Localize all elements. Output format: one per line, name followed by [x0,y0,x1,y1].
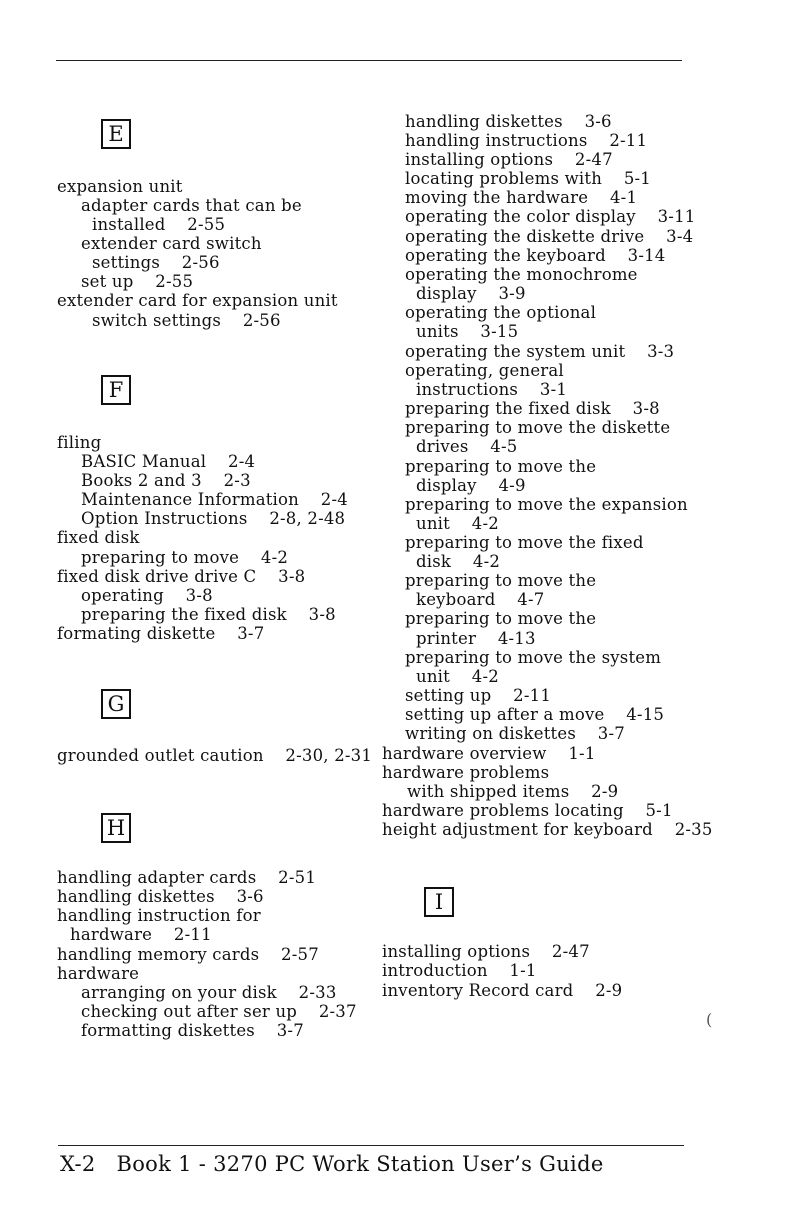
index-entry: inventory Record card 2-9 [382,981,623,1000]
index-entry: checking out after ser up 2-37 [81,1002,357,1021]
index-entry: preparing the fixed disk 3-8 [405,399,660,418]
index-entry: Books 2 and 3 2-3 [81,471,251,490]
index-entry: Option Instructions 2-8, 2-48 [81,509,346,528]
top-rule [56,60,682,61]
section-letter-i: I [424,887,454,917]
index-entry: extender card switch [81,234,262,253]
index-entry: operating the diskette drive 3-4 [405,227,694,246]
index-entry: grounded outlet caution 2-30, 2-31 [57,746,373,765]
index-entry: operating, general [405,361,564,380]
index-entry: handling instruction for [57,906,261,925]
index-entry: operating the optional [405,303,597,322]
index-entry: operating 3-8 [81,586,213,605]
index-entry: hardware [57,964,140,983]
index-entry: preparing to move 4-2 [81,548,289,567]
index-entry: set up 2-55 [81,272,194,291]
index-entry: writing on diskettes 3-7 [405,724,625,743]
index-entry: installing options 2-47 [382,942,590,961]
index-entry: installing options 2-47 [405,150,613,169]
index-entry: setting up after a move 4-15 [405,705,665,724]
index-entry: drives 4-5 [416,437,518,456]
index-entry: operating the color display 3-11 [405,207,696,226]
index-entry: hardware 2-11 [70,925,212,944]
index-entry: printer 4-13 [416,629,536,648]
index-entry: preparing to move the [405,571,597,590]
index-entry: introduction 1-1 [382,961,537,980]
index-entry: instructions 3-1 [416,380,568,399]
index-entry: expansion unit [57,177,183,196]
index-entry: hardware overview 1-1 [382,744,596,763]
index-entry: height adjustment for keyboard 2-35 [382,820,713,839]
index-entry: display 3-9 [416,284,526,303]
index-entry: handling instructions 2-11 [405,131,648,150]
section-letter-g: G [101,689,131,719]
index-entry: extender card for expansion unit [57,291,338,310]
index-entry: locating problems with 5-1 [405,169,651,188]
index-entry: units 3-15 [416,322,519,341]
index-entry: preparing to move the expansion [405,495,688,514]
index-entry: formating diskette 3-7 [57,624,265,643]
index-entry: handling adapter cards 2-51 [57,868,317,887]
index-entry: Maintenance Information 2-4 [81,490,348,509]
bottom-rule [58,1145,684,1146]
index-entry: preparing to move the system [405,648,662,667]
index-entry: preparing to move the [405,609,597,628]
index-entry: disk 4-2 [416,552,501,571]
index-entry: operating the keyboard 3-14 [405,246,666,265]
index-entry: filing [57,433,102,452]
index-entry: hardware problems locating 5-1 [382,801,673,820]
index-entry: with shipped items 2-9 [407,782,619,801]
index-entry: unit 4-2 [416,667,499,686]
index-entry: setting up 2-11 [405,686,552,705]
section-letter-f: F [101,375,131,405]
index-entry: preparing the fixed disk 3-8 [81,605,336,624]
index-entry: fixed disk drive drive C 3-8 [57,567,306,586]
index-entry: handling diskettes 3-6 [405,112,612,131]
index-entry: keyboard 4-7 [416,590,545,609]
index-entry: switch settings 2-56 [92,311,281,330]
page-footer: X-2 Book 1 - 3270 PC Work Station User’s Guide [60,1152,604,1176]
index-entry: adapter cards that can be [81,196,302,215]
index-entry: operating the system unit 3-3 [405,342,675,361]
section-letter-h: H [101,813,131,843]
index-entry: installed 2-55 [92,215,226,234]
index-entry: operating the monochrome [405,265,638,284]
index-entry: moving the hardware 4-1 [405,188,638,207]
index-entry: BASIC Manual 2-4 [81,452,256,471]
index-entry: unit 4-2 [416,514,499,533]
index-entry: handling memory cards 2-57 [57,945,319,964]
index-entry: preparing to move the fixed [405,533,644,552]
index-entry: preparing to move the diskette [405,418,671,437]
stray-mark: ( [706,1010,713,1029]
index-entry: settings 2-56 [92,253,220,272]
index-entry: arranging on your disk 2-33 [81,983,337,1002]
section-letter-e: E [101,119,131,149]
index-entry: formatting diskettes 3-7 [81,1021,304,1040]
index-entry: display 4-9 [416,476,526,495]
index-entry: fixed disk [57,528,140,547]
index-entry: handling diskettes 3-6 [57,887,264,906]
index-entry: preparing to move the [405,457,597,476]
index-entry: hardware problems [382,763,550,782]
